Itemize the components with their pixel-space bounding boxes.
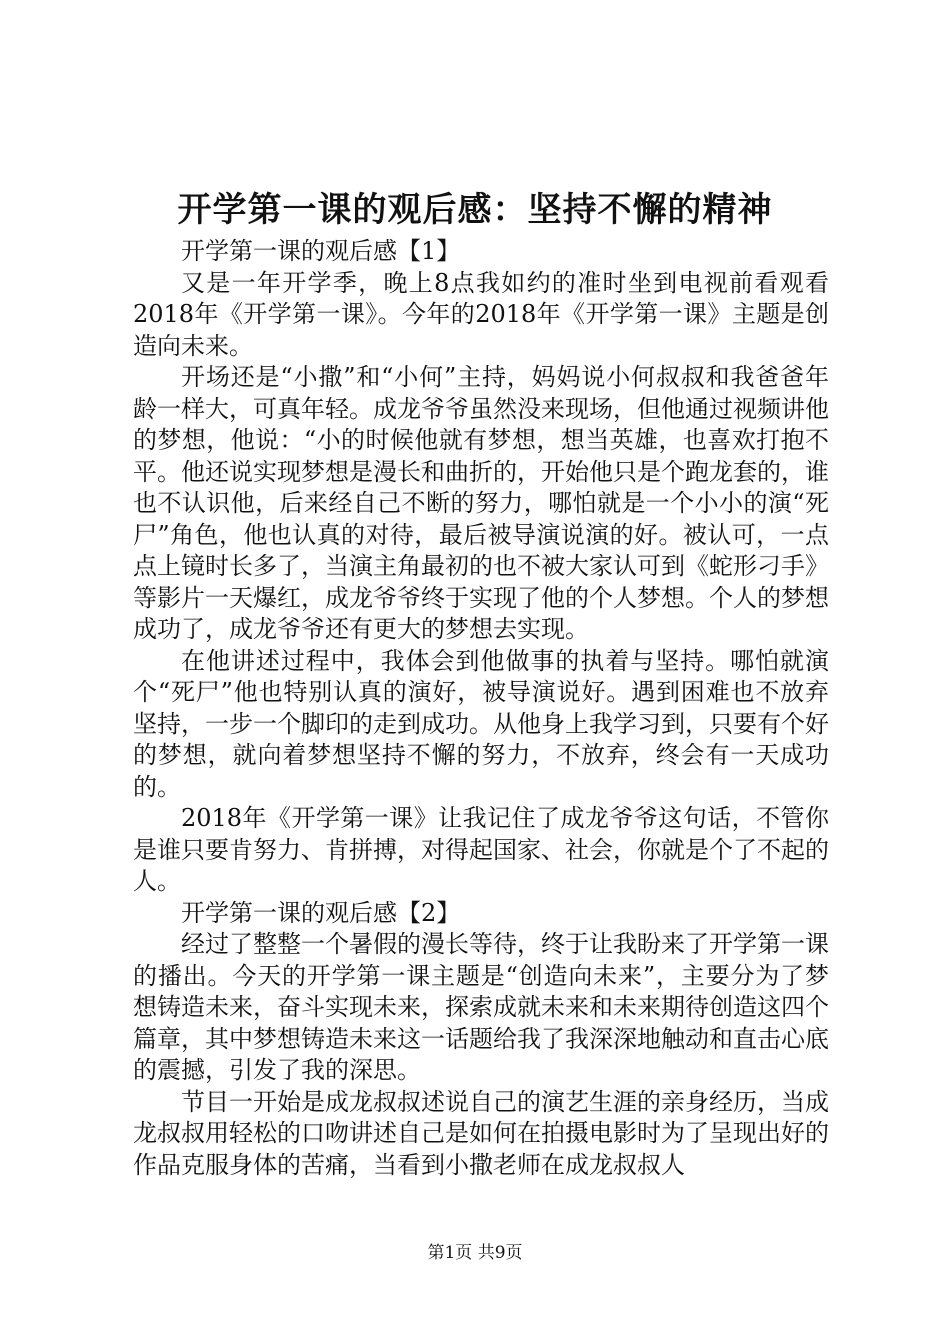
paragraph: 经过了整整一个暑假的漫长等待，终于让我盼来了开学第一课的播出。今天的开学第一课主题是“创造向未来”，主要分为了梦想铸造未来，奋斗实现未来，探索成就未来和未来期待创造这四个篇章，其中梦想铸造未来这一话题给我了我深深地触动和直击心底的震撼，引发了我的深思。 — [133, 930, 829, 1084]
section-heading-2: 开学第一课的观后感【2】 — [181, 898, 461, 927]
page-footer: 第1页 共9页 — [427, 1243, 523, 1263]
document-body — [133, 236, 829, 1181]
paragraph: 2018年《开学第一课》让我记住了成龙爷爷这句话，不管你是谁只要肯努力、肯拼搏，对得起国家、社会，你就是个了不起的人。 — [133, 804, 829, 895]
paragraph: 又是一年开学季，晚上8点我如约的准时坐到电视前看观看2018年《开学第一课》。今年的2018年《开学第一课》主题是创造向未来。 — [133, 268, 829, 360]
document-title: 开学第一课的观后感：坚持不懈的精神 — [177, 190, 773, 230]
paragraph: 在他讲述过程中，我体会到他做事的执着与坚持。哪怕就演个“死尸”他也特别认真的演好，被导演说好。遇到困难也不放弃坚持，一步一个脚印的走到成功。从他身上我学习到，只要有个好的梦想，就向着梦想坚持不懈的努力，不放弃，终会有一天成功的。 — [133, 646, 829, 801]
section-heading-1: 开学第一课的观后感【1】 — [181, 237, 461, 265]
paragraph: 节目一开始是成龙叔叔述说自己的演艺生涯的亲身经历，当成龙叔叔用轻松的口吻讲述自己是如何在拍摄电影时为了呈现出好的作品克服身体的苦痛，当看到小撒老师在成龙叔叔人 — [133, 1087, 829, 1179]
paragraph: 开场还是“小撒”和“小何”主持，妈妈说小何叔叔和我爸爸年龄一样大，可真年轻。成龙爷爷虽然没来现场，但他通过视频讲他的梦想，他说：“小的时候他就有梦想，想当英雄，也喜欢打抱不平。他还说实现梦想是漫长和曲折的，开始他只是个跑龙套的，谁也不认识他，后来经自己不断的努力，哪怕就是一个小小的演“死尸”角色，他也认真的对待，最后被导演说演的好。被认可，一点点上镜时长多了，当演主角最初的也不被大家认可到《蛇形刁手》等影片一天爆红，成龙爷爷终于实现了他的个人梦想。个人的梦想成功了，成龙爷爷还有更大的梦想去实现。 — [133, 363, 829, 643]
